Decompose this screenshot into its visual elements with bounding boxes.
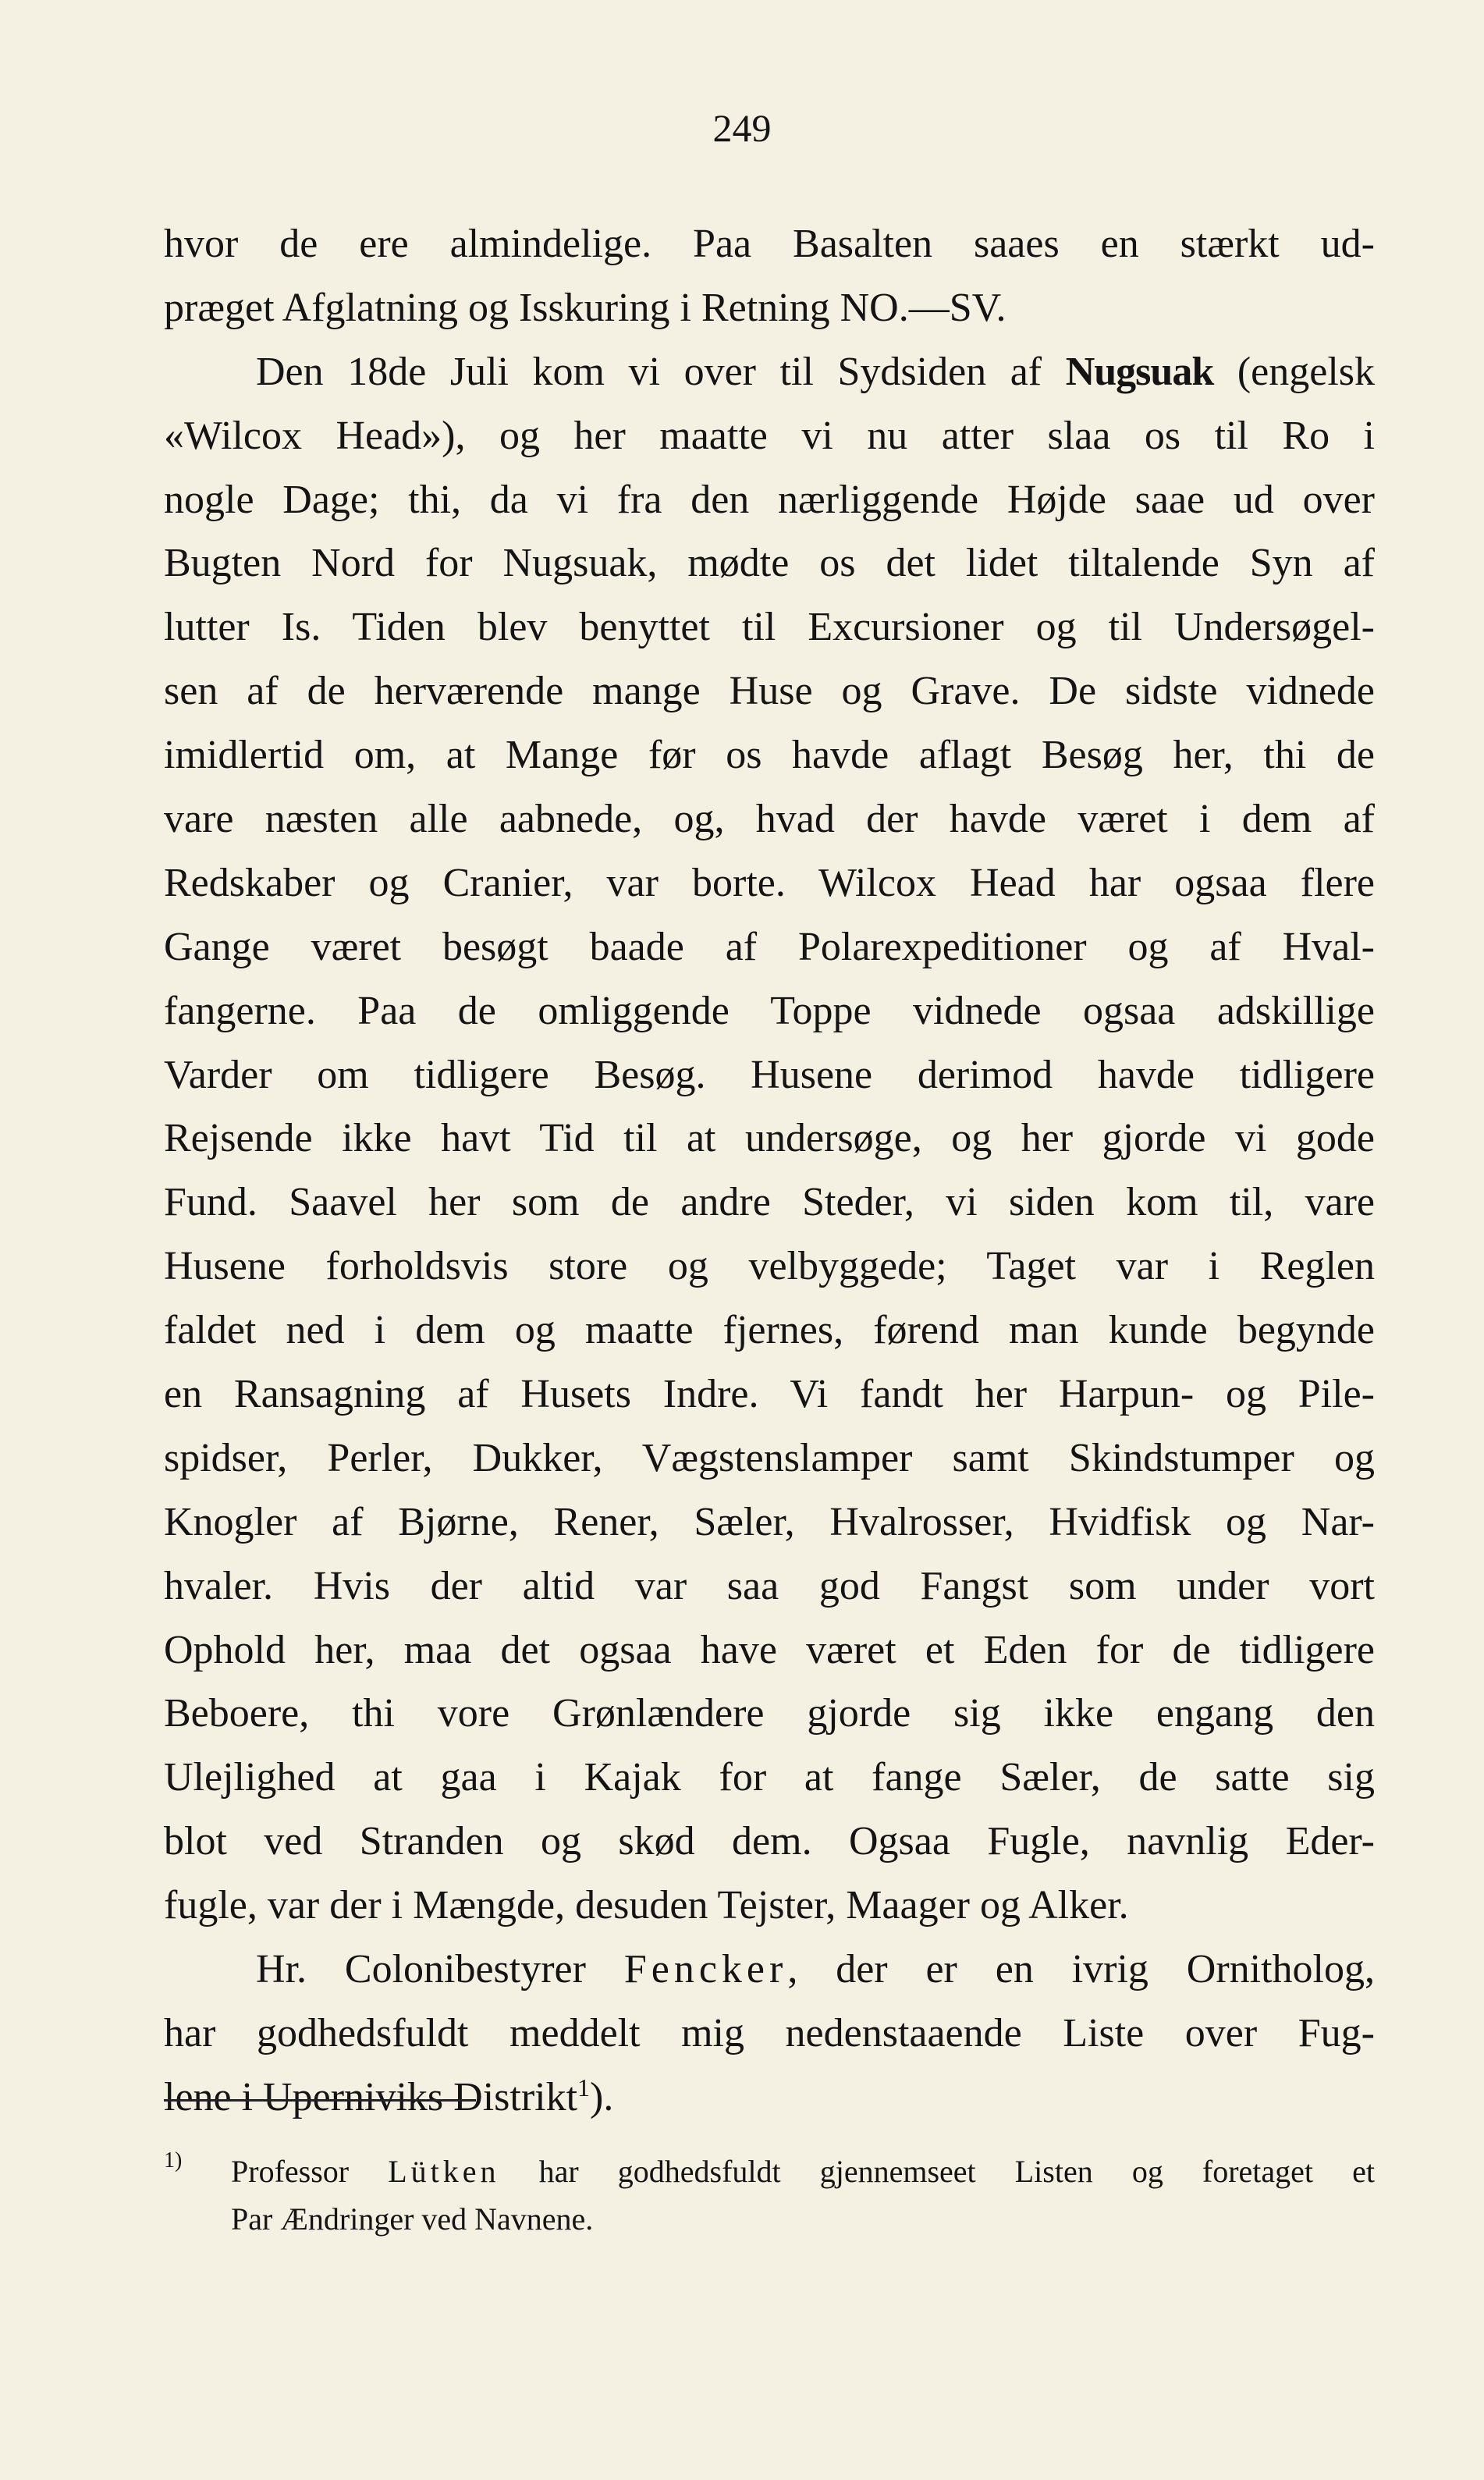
text-line: Bugten Nord for Nugsuak, mødte os det lidet tiltalende Syn af <box>164 541 1375 586</box>
footnote-marker: 1) <box>164 2148 183 2173</box>
text-line: spidser, Perler, Dukker, Vægstenslamper samt Skindstumper og <box>164 1435 1375 1480</box>
text-line: nogle Dage; thi, da vi fra den nærliggende Højde saae ud over <box>164 477 1375 522</box>
footnote-line <box>164 2148 1375 2195</box>
text-line: Gange været besøgt baade af Polarexpeditioner og af Hval- <box>164 924 1375 969</box>
person-name-spaced: Lütken <box>388 2154 500 2189</box>
footnote-reference: 1 <box>577 2073 591 2102</box>
text-line: Varder om tidligere Besøg. Husene derimod havde tidligere <box>164 1052 1375 1097</box>
text-segment: (engelsk <box>1237 349 1375 394</box>
text-line: «Wilcox Head»), og her maatte vi nu atter slaa os til Ro i <box>164 413 1375 458</box>
text-line: fugle, var der i Mængde, desuden Tejster, Maager og Alker. <box>164 1883 1129 1928</box>
text-line: Knogler af Bjørne, Rener, Sæler, Hvalrosser, Hvidfisk og Nar- <box>164 1499 1375 1544</box>
text-segment: Hr. Colonibestyrer <box>256 1947 586 1992</box>
text-line: Redskaber og Cranier, var borte. Wilcox Head har ogsaa flere <box>164 860 1375 905</box>
paragraph-start-line <box>164 340 1375 404</box>
paragraph-start-line <box>164 1938 1375 2002</box>
text-line: Ulejlighed at gaa i Kajak for at fange Sæler, de satte sig <box>164 1755 1375 1800</box>
text-segment: lene i Uperniviks Distrikt <box>164 2074 578 2119</box>
text-line <box>164 2066 1375 2130</box>
text-segment: Professor <box>231 2154 350 2189</box>
text-line: hvaler. Hvis der altid var saa god Fangst som under vort <box>164 1563 1375 1608</box>
text-line: præget Afglatning og Isskuring i Retning NO.—SV. <box>164 285 1006 330</box>
text-segment: ). <box>590 2074 614 2119</box>
text-line: Beboere, thi vore Grønlændere gjorde sig ikke engang den <box>164 1691 1375 1736</box>
text-line: Fund. Saavel her som de andre Steder, vi siden kom til, vare <box>164 1180 1375 1225</box>
person-name-spaced: Fencker <box>623 1947 788 1992</box>
text-segment: har godhedsfuldt gjennemseet Listen og foretaget et <box>538 2154 1375 2189</box>
footnote-divider <box>164 2099 476 2102</box>
page-number: 249 <box>712 106 772 150</box>
text-line: Ophold her, maa det ogsaa have været et Eden for de tidligere <box>164 1627 1375 1672</box>
text-line: sen af de herværende mange Huse og Grave. De sidste vidnede <box>164 669 1375 714</box>
text-line: lutter Is. Tiden blev benyttet til Excursioner og til Undersøgel- <box>164 605 1375 650</box>
text-line: fangerne. Paa de omliggende Toppe vidnede ogsaa adskillige <box>164 988 1375 1033</box>
body-text <box>164 212 1375 2130</box>
text-line: imidlertid om, at Mange før os havde aflagt Besøg her, thi de <box>164 733 1375 778</box>
text-line: en Ransagning af Husets Indre. Vi fandt her Harpun- og Pile- <box>164 1372 1375 1417</box>
text-line: vare næsten alle aabnede, og, hvad der havde været i dem af <box>164 797 1375 842</box>
text-line: har godhedsfuldt meddelt mig nedenstaaende Liste over Fug- <box>164 2010 1375 2055</box>
footnote <box>164 2148 1375 2243</box>
text-segment: , der er en ivrig Ornitholog, <box>787 1947 1375 1992</box>
text-segment: Den 18de Juli kom vi over til Sydsiden af <box>256 349 1042 394</box>
text-line: Husene forholdsvis store og velbyggede; Taget var i Reglen <box>164 1244 1375 1289</box>
text-line: blot ved Stranden og skød dem. Ogsaa Fugle, navnlig Eder- <box>164 1819 1375 1864</box>
text-line: faldet ned i dem og maatte fjernes, førend man kunde begynde <box>164 1308 1375 1353</box>
text-line: hvor de ere almindelige. Paa Basalten saaes en stærkt ud- <box>164 222 1375 266</box>
text-line: Rejsende ikke havt Tid til at undersøge, og her gjorde vi gode <box>164 1116 1375 1161</box>
footnote-line: Par Ændringer ved Navnene. <box>231 2201 594 2237</box>
place-name-bold: Nugsuak <box>1065 349 1214 394</box>
